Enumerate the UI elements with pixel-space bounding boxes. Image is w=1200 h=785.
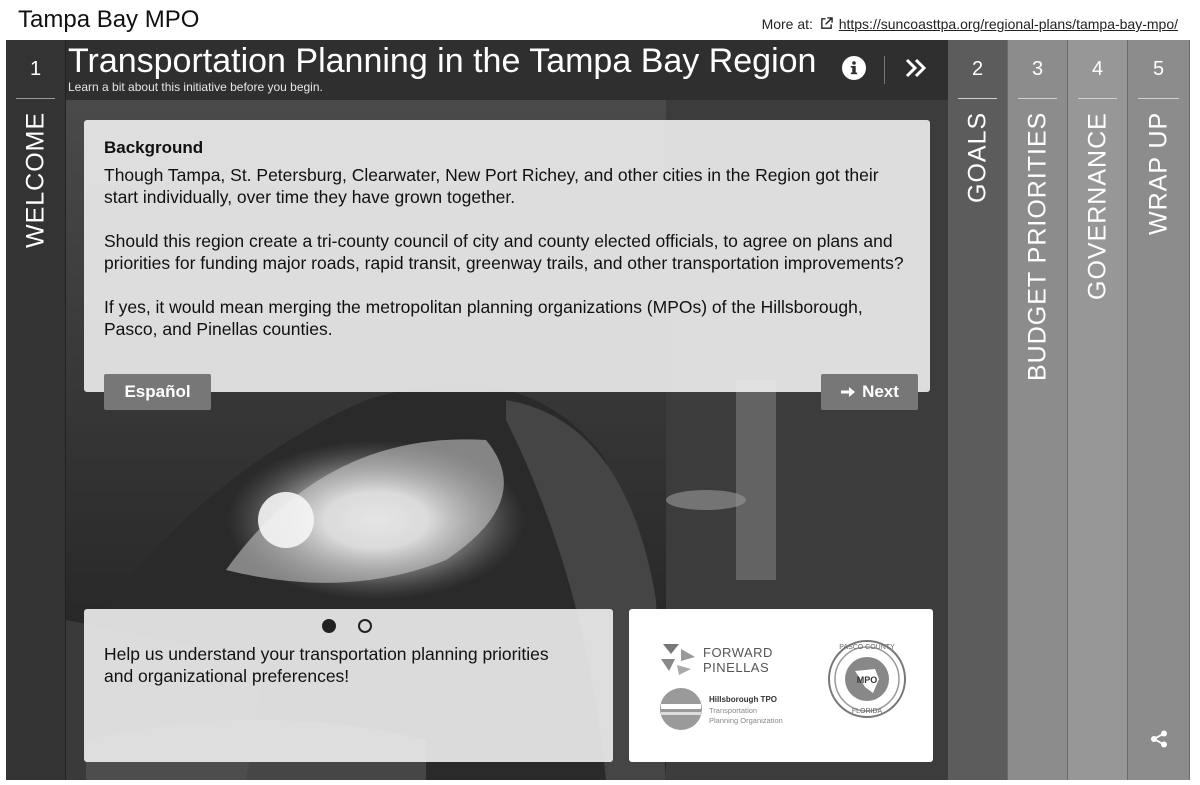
- step-number: 2: [971, 58, 984, 80]
- card-heading: Background: [104, 138, 204, 157]
- intro-text: Help us understand your transportation planning priorities and organizational preferences!: [104, 644, 549, 686]
- share-icon[interactable]: [1150, 730, 1168, 748]
- background-card: [84, 120, 930, 392]
- hillsborough-tpo-logo: [660, 688, 783, 730]
- arrow-right-icon: [840, 384, 856, 400]
- step-label: GOALS: [963, 111, 991, 203]
- step-tab-goals[interactable]: [948, 40, 1008, 780]
- page-subtitle: Learn a bit about this initiative before you begin.: [68, 80, 323, 94]
- carousel-dot-2[interactable]: [358, 619, 372, 633]
- card-paragraph: Though Tampa, St. Petersburg, Clearwater, New Port Richey, and other cities in the Region got their start individually, over time they have grown together.: [104, 165, 879, 207]
- header: [66, 40, 948, 100]
- step-number: 3: [1031, 58, 1044, 80]
- next-button[interactable]: [821, 374, 918, 410]
- divider: [1138, 98, 1179, 99]
- divider: [884, 56, 885, 84]
- story-frame: [6, 40, 1190, 780]
- forward-pinellas-logo: [661, 644, 773, 675]
- step-number: 5: [1152, 58, 1165, 80]
- partner-logos: [629, 609, 933, 762]
- htpo-name: Hillsborough TPO: [709, 695, 777, 704]
- info-button[interactable]: [842, 56, 866, 80]
- carousel-dots: [322, 619, 372, 633]
- partner-logos-art: [629, 609, 933, 762]
- step-tab-welcome[interactable]: [6, 40, 66, 780]
- step-number: 4: [1091, 58, 1104, 80]
- seal-center-text: MPO: [856, 675, 878, 685]
- divider: [16, 98, 55, 99]
- more-at-label: More at:: [761, 16, 813, 32]
- step-tab-governance[interactable]: [1068, 40, 1128, 780]
- main-panel: [66, 40, 948, 780]
- htpo-sub1: Transportation: [709, 706, 758, 715]
- info-icon: [842, 56, 866, 80]
- expand-button[interactable]: [902, 54, 930, 82]
- divider: [958, 98, 997, 99]
- forward-text: FORWARD: [703, 645, 773, 660]
- divider: [1018, 98, 1057, 99]
- step-label: BUDGET PRIORITIES: [1023, 111, 1051, 381]
- more-at-link[interactable]: https://suncoasttpa.org/regional-plans/tampa-bay-mpo/: [838, 16, 1178, 32]
- chevron-double-right-icon: [902, 54, 930, 82]
- next-label: Next: [862, 382, 899, 401]
- site-title: Tampa Bay MPO: [18, 6, 200, 33]
- step-label: WELCOME: [21, 111, 49, 248]
- pinellas-text: PINELLAS: [703, 660, 770, 675]
- intro-panel: [84, 609, 613, 762]
- pasco-county-seal: [829, 641, 905, 717]
- step-tab-wrap-up[interactable]: [1128, 40, 1190, 780]
- htpo-sub2: Planning Organization: [709, 716, 783, 725]
- step-tab-budget-priorities[interactable]: [1008, 40, 1068, 780]
- carousel-dot-1[interactable]: [322, 619, 336, 633]
- seal-top-text: PASCO COUNTY: [839, 644, 895, 651]
- step-number: 1: [29, 58, 42, 80]
- more-at: [762, 16, 1178, 32]
- divider: [1078, 98, 1117, 99]
- card-paragraph: If yes, it would mean merging the metropolitan planning organizations (MPOs) of the Hillsborough, Pasco, and Pinellas counties.: [104, 297, 863, 339]
- seal-bottom-text: FLORIDA: [851, 708, 883, 715]
- card-paragraph: Should this region create a tri-county council of city and county elected officials, to agree on plans and priorities for funding major roads, rapid transit, greenway trails, and other transportation improvements?: [104, 231, 904, 273]
- page-title: Transportation Planning in the Tampa Bay Region: [68, 42, 817, 80]
- espanol-button[interactable]: [104, 374, 211, 410]
- espanol-label: Español: [124, 382, 191, 401]
- external-link-icon: [820, 17, 833, 30]
- step-label: GOVERNANCE: [1083, 112, 1111, 300]
- step-label: WRAP UP: [1144, 111, 1172, 235]
